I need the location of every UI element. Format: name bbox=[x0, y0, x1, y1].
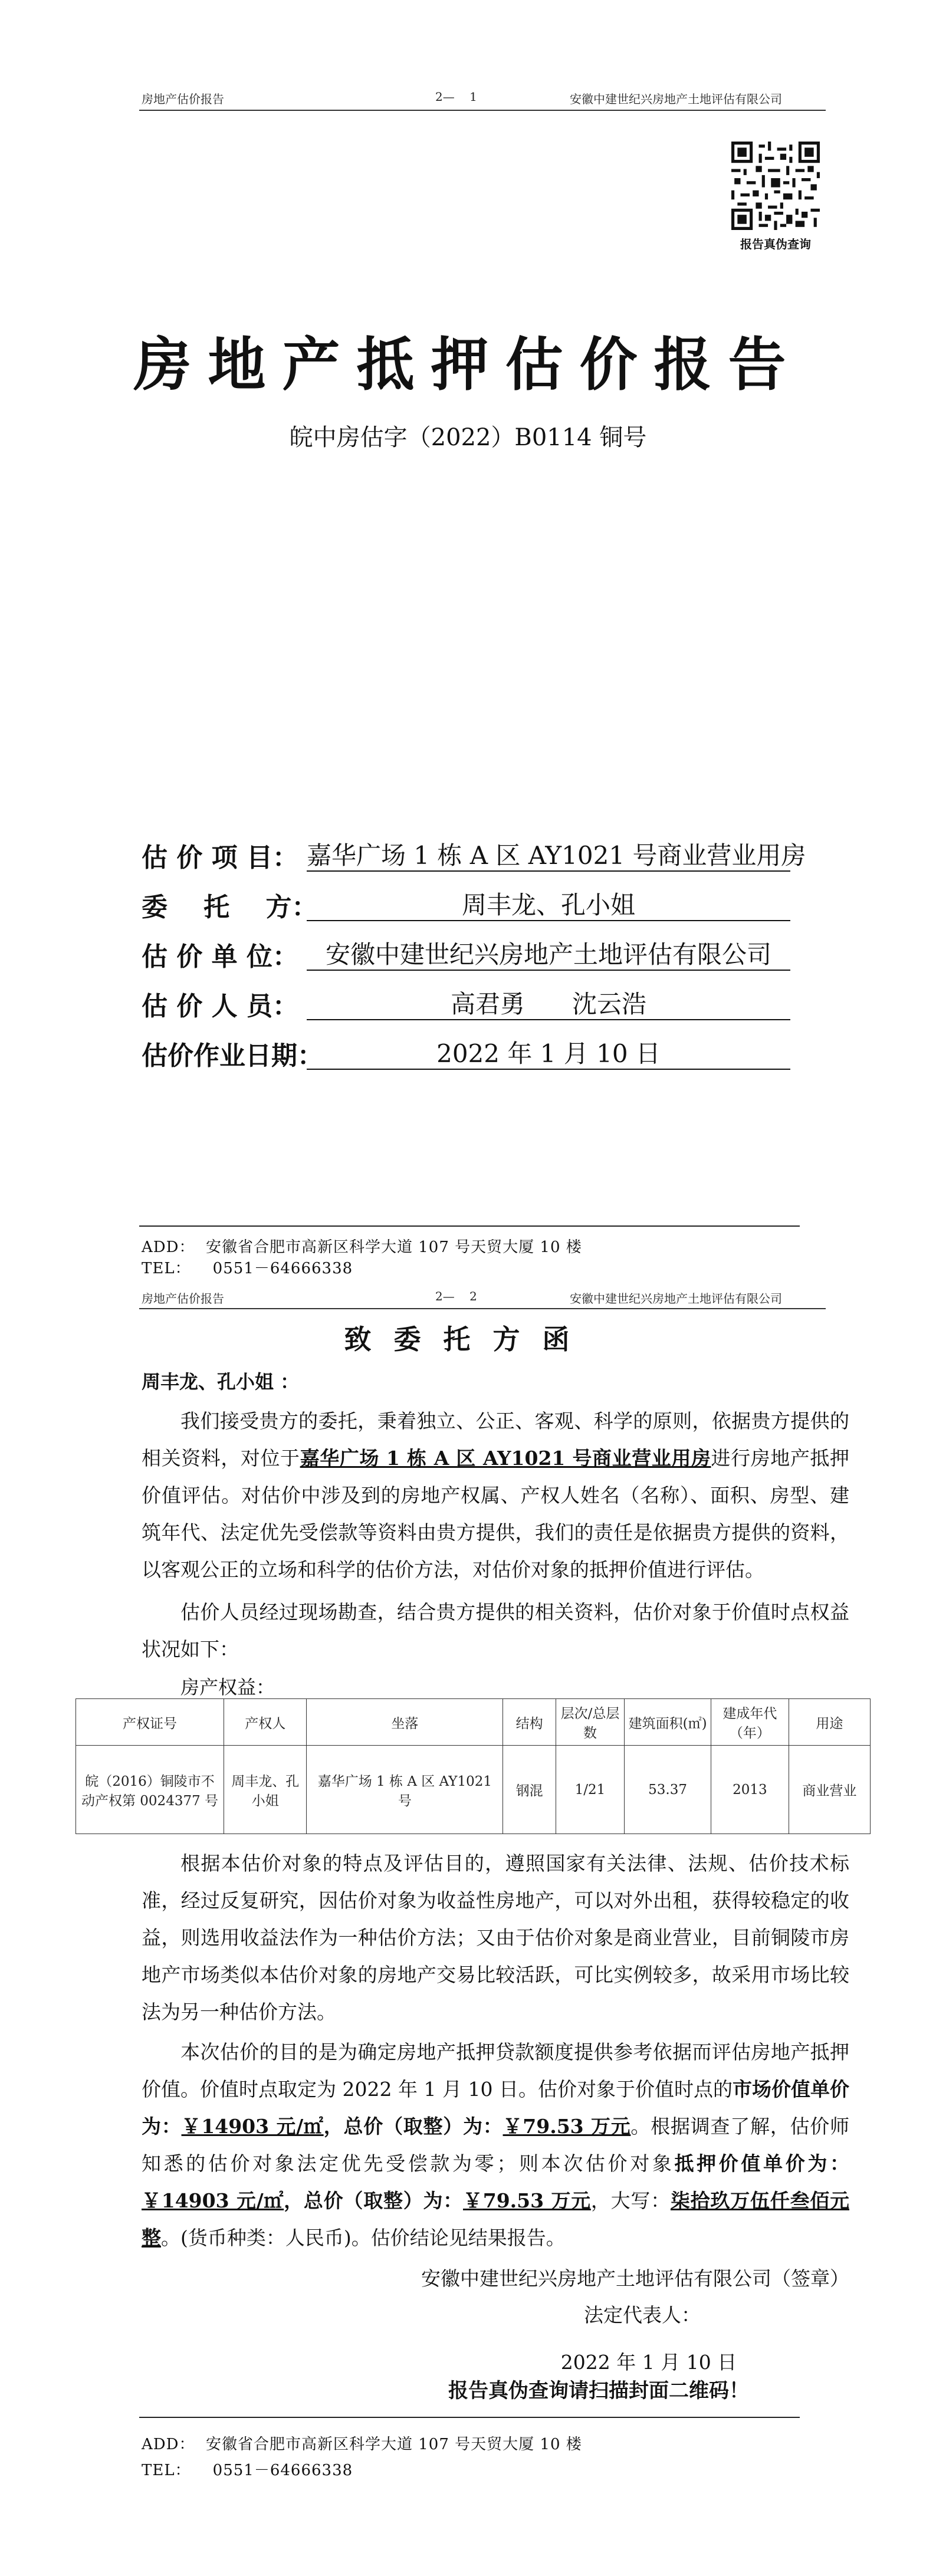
para4-text-f: 。根据调查了解，估价师知悉的估价对象法定优先受偿款为零；则本次估价对象 bbox=[142, 2115, 850, 2175]
property-rights-table bbox=[75, 1698, 871, 1834]
info-label-appraisers: 估 价 人 员： bbox=[142, 991, 298, 1021]
mortgage-total-label: ，总价（取整）为： bbox=[284, 2189, 463, 2212]
para4-text-a: 本次估价的目的是为确定房地产抵押贷款额度提供参考依据而评估房地产抵押价值。价值时点取定为 2022 年 1 月 10 日。估价对象于价值时点的 bbox=[142, 2041, 849, 2101]
page2-header-page-number: 2— 2 bbox=[435, 1289, 477, 1303]
info-underline bbox=[307, 970, 790, 971]
letter-paragraph-3: 根据本估价对象的特点及评估目的，遵照国家有关法律、法规、估价技术标准，经过反复研究，因估价对象为收益性房地产，可以对外出租，获得较稳定的收益，则选用收益法作为一种估价方法；又由于估价对象是商业营业，目前铜陵市房地产市场类似本估价对象的房地产交易比较活跃，可比实例较多，故采用市场比较法为另一种估价方法。 bbox=[142, 1852, 849, 2023]
letter-paragraph-2: 估价人员经过现场勘查，结合贵方提供的相关资料，估价对象于价值时点权益状况如下： bbox=[142, 1601, 849, 1661]
mortgage-unit-price-label: 抵押价值单价为： bbox=[674, 2152, 850, 2175]
page1-footer-phone: TEL： 0551－64666338 bbox=[142, 1260, 353, 1277]
page1-header-right: 安徽中建世纪兴房地产土地评估有限公司 bbox=[570, 92, 782, 106]
qr-code-icon[interactable] bbox=[731, 142, 820, 230]
table-header-cell: 层次/总层数 bbox=[556, 1699, 624, 1746]
info-value-work-date: 2022 年 1 月 10 日 bbox=[436, 1039, 661, 1068]
market-unit-price-value: ￥14903 元/㎡ bbox=[181, 2115, 324, 2138]
info-value-appraisers: 高君勇 沈云浩 bbox=[450, 990, 647, 1018]
info-label-appraiser-firm: 估 价 单 位： bbox=[142, 942, 298, 972]
info-underline bbox=[307, 1019, 790, 1020]
letter-salutation: 周丰龙、孔小姐 ： bbox=[142, 1371, 300, 1393]
page1-header-rule bbox=[139, 110, 826, 111]
info-label-client: 委 托 方： bbox=[142, 892, 318, 922]
page2-footer-address: ADD： 安徽省合肥市高新区科学大道 107 号天贸大厦 10 楼 bbox=[142, 2436, 582, 2453]
mortgage-unit-price-value: ￥14903 元/㎡ bbox=[142, 2189, 284, 2212]
table-cell: 皖（2016）铜陵市不动产权第 0024377 号 bbox=[76, 1746, 224, 1834]
market-unit-price-label: 市场价值单价为： bbox=[142, 2078, 849, 2138]
page2-header-left: 房地产估价报告 bbox=[142, 1292, 224, 1306]
market-total-value: ￥79.53 万元 bbox=[503, 2115, 631, 2138]
signature-date: 2022 年 1 月 10 日 bbox=[560, 2351, 737, 2374]
property-name-highlight: 嘉华广场 1 栋 A 区 AY1021 号商业营业用房 bbox=[300, 1447, 711, 1470]
table-row bbox=[76, 1746, 871, 1834]
page1-header-left: 房地产估价报告 bbox=[142, 92, 224, 106]
qr-caption: 报告真伪查询 bbox=[740, 237, 811, 251]
letter-paragraph-4 bbox=[142, 2033, 849, 2256]
table-header-row bbox=[76, 1699, 871, 1746]
table-cell: 53.37 bbox=[625, 1746, 711, 1834]
page1-header-page-number: 2— 1 bbox=[435, 90, 477, 104]
amount-in-words: 柒拾玖万伍仟叁佰元整 bbox=[142, 2189, 850, 2249]
table-header-cell: 结构 bbox=[503, 1699, 556, 1746]
para1-text-c: 进行房地产抵押价值评估。对估价中涉及到的房地产权属、产权人姓名（名称）、面积、房型、建筑年代、法定优先受偿款等资料由贵方提供，我们的责任是依据贵方提供的资料，以客观公正的立场和科学的估价方法，对估价对象的抵押价值进行评估。 bbox=[142, 1447, 849, 1581]
page2-header-right: 安徽中建世纪兴房地产土地评估有限公司 bbox=[570, 1292, 782, 1306]
page1-footer-rule bbox=[139, 1225, 800, 1227]
table-header-cell: 坐落 bbox=[307, 1699, 503, 1746]
table-cell: 商业营业 bbox=[789, 1746, 870, 1834]
para4-text-k: ，大写： bbox=[590, 2189, 671, 2212]
market-total-label: ，总价（取整）为： bbox=[323, 2115, 503, 2138]
info-label-work-date: 估价作业日期： bbox=[142, 1041, 323, 1071]
page1-footer-address: ADD： 安徽省合肥市高新区科学大道 107 号天贸大厦 10 楼 bbox=[142, 1238, 582, 1256]
info-value-appraiser-firm: 安徽中建世纪兴房地产土地评估有限公司 bbox=[325, 940, 771, 969]
info-label-project: 估 价 项 目： bbox=[142, 843, 298, 873]
para4-text-m: 。(货币种类：人民币)。估价结论见结果报告。 bbox=[161, 2226, 566, 2249]
table-header-cell: 建成年代（年） bbox=[711, 1699, 789, 1746]
verification-notice: 报告真伪查询请扫描封面二维码！ bbox=[448, 2379, 749, 2403]
signature-legal-rep: 法定代表人： bbox=[584, 2304, 701, 2327]
page2-header-rule bbox=[139, 1308, 826, 1309]
table-cell: 1/21 bbox=[556, 1746, 624, 1834]
table-header-cell: 产权证号 bbox=[76, 1699, 224, 1746]
report-number: 皖中房估字（2022）B0114 铜号 bbox=[289, 424, 647, 451]
info-underline bbox=[307, 920, 790, 921]
table-cell: 周丰龙、孔小姐 bbox=[224, 1746, 307, 1834]
signature-company: 安徽中建世纪兴房地产土地评估有限公司（签章） bbox=[421, 2267, 849, 2290]
letter-paragraph-1 bbox=[142, 1402, 849, 1588]
letter-title: 致委托方函 bbox=[344, 1323, 592, 1355]
para1-text-a: 我们接受贵方的委托，秉着独立、公正、客观、科学的原则，依据贵方提供的相关资料，对位于 bbox=[142, 1409, 849, 1470]
table-cell: 2013 bbox=[711, 1746, 789, 1834]
mortgage-total-value: ￥79.53 万元 bbox=[463, 2189, 591, 2212]
table-cell: 嘉华广场 1 栋 A 区 AY1021 号 bbox=[307, 1746, 503, 1834]
table-header-cell: 建筑面积(㎡) bbox=[625, 1699, 711, 1746]
table-cell: 钢混 bbox=[503, 1746, 556, 1834]
info-value-client: 周丰龙、孔小姐 bbox=[461, 891, 635, 919]
info-value-project: 嘉华广场 1 栋 A 区 AY1021 号商业营业用房 bbox=[307, 841, 806, 870]
report-title: 房地产抵押估价报告 bbox=[133, 331, 803, 399]
page2-footer-rule bbox=[139, 2417, 800, 2418]
table-header-cell: 用途 bbox=[789, 1699, 870, 1746]
info-underline bbox=[307, 870, 790, 872]
rights-label: 房产权益： bbox=[180, 1676, 275, 1698]
info-underline bbox=[307, 1069, 790, 1070]
table-header-cell: 产权人 bbox=[224, 1699, 307, 1746]
page2-footer-phone: TEL： 0551－64666338 bbox=[142, 2462, 353, 2479]
